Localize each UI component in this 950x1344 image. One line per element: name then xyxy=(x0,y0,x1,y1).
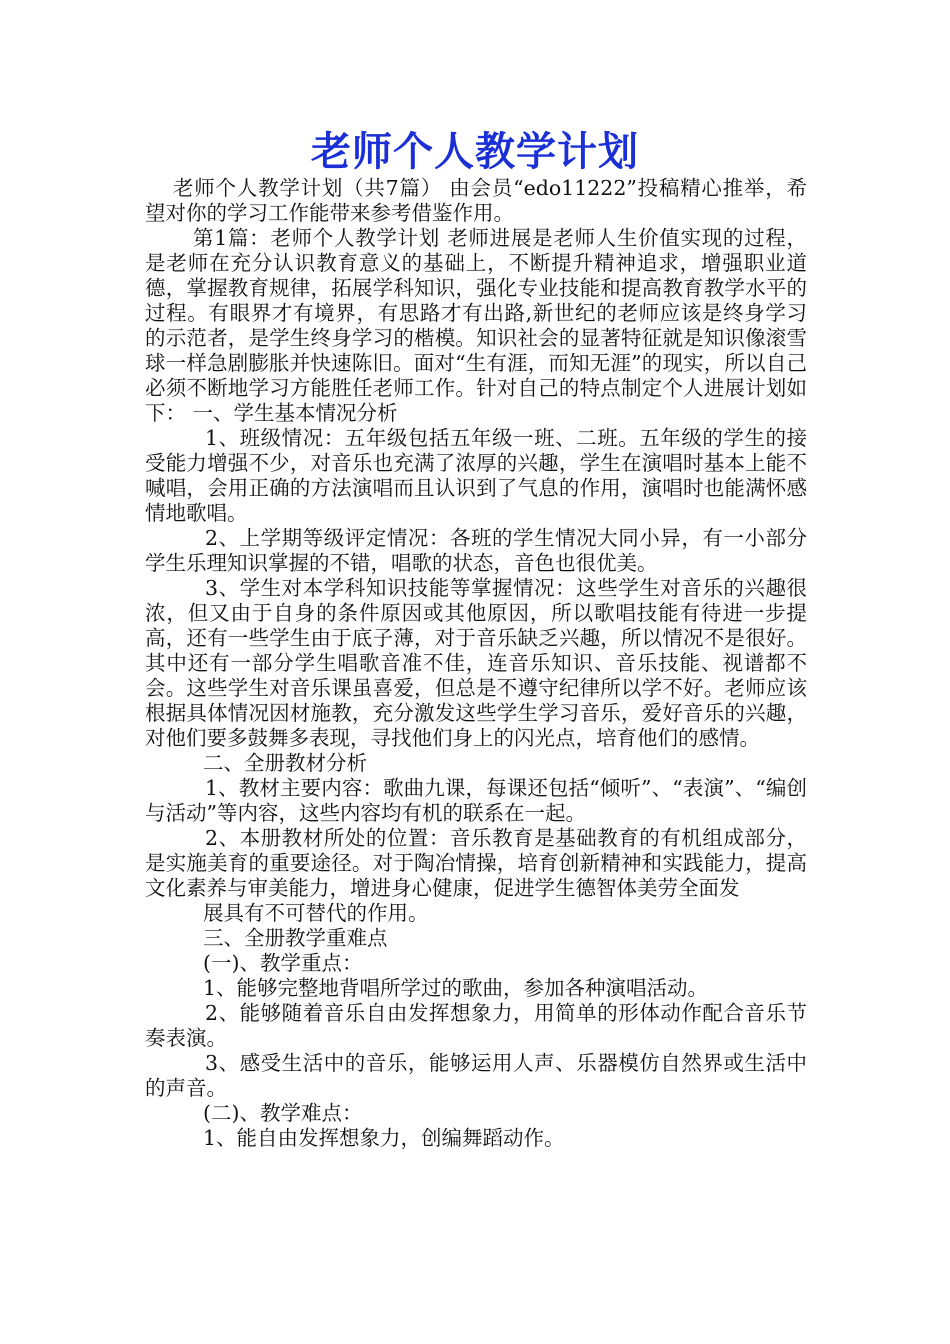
paragraph-11: 1、能自由发挥想象力，创编舞蹈动作。 xyxy=(203,1126,565,1150)
intro-paragraph: 老师个人教学计划（共7篇） 由会员“edo11222”投稿精心推举，希望对你的学习工作能带来参考借鉴作用。 xyxy=(145,176,807,225)
document-title: 老师个人教学计划 xyxy=(311,128,639,175)
paragraph-4: 3、学生对本学科知识技能等掌握情况：这些学生对音乐的兴趣很浓，但又由于自身的条件原因或其他原因，所以歌唱技能有待进一步提高，还有一些学生由于底子薄，对于音乐缺乏兴趣，所以情况不是很好。其中还有一部分学生唱歌音准不佳，连音乐知识、音乐技能、视谱都不会。这些学生对音乐课虽喜爱，但总是不遵守纪律所以学不好。老师应该根据具体情况因材施教，充分激发这些学生学习音乐，爱好音乐的兴趣，对他们要多鼓舞多表现，寻找他们身上的闪光点，培育他们的感情。 xyxy=(145,576,807,750)
paragraph-3: 2、上学期等级评定情况：各班的学生情况大同小异，有一小部分学生乐理知识掌握的不错，唱歌的状态，音色也很优美。 xyxy=(145,526,807,575)
paragraph-10: 3、感受生活中的音乐，能够运用人声、乐器模仿自然界或生活中的声音。 xyxy=(145,1051,807,1100)
document-body xyxy=(145,176,807,1151)
paragraph-8: 1、能够完整地背唱所学过的歌曲，参加各种演唱活动。 xyxy=(203,976,709,1000)
paragraph-9: 2、能够随着音乐自由发挥想象力，用简单的形体动作配合音乐节奏表演。 xyxy=(145,1001,807,1050)
paragraph-6: 2、本册教材所处的位置：音乐教育是基础教育的有机组成部分，是实施美育的重要途径。对于陶冶情操，培育创新精神和实践能力，提高文化素养与审美能力，增进身心健康，促进学生德智体美劳全面发 xyxy=(145,826,807,900)
paragraph-7: 展具有不可替代的作用。 xyxy=(203,901,429,925)
paragraph-5: 1、教材主要内容：歌曲九课，每课还包括“倾听”、“表演”、“编创与活动”等内容，这些内容均有机的联系在一起。 xyxy=(145,776,807,825)
section-heading-2: 二、全册教材分析 xyxy=(203,751,367,775)
subheading-difficulties: (二)、教学难点： xyxy=(203,1101,363,1125)
paragraph-1: 第1篇：老师个人教学计划 老师进展是老师人生价值实现的过程，是老师在充分认识教育意义的基础上，不断提升精神追求，增强职业道德，掌握教育规律，拓展学科知识，强化专业技能和提高教育教学水平的过程。有眼界才有境界，有思路才有出路,新世纪的老师应该是终身学习的示范者，是学生终身学习的楷模。知识社会的显著特征就是知识像滚雪球一样急剧膨胀并快速陈旧。面对“生有涯，而知无涯”的现实，所以自己必须不断地学习方能胜任老师工作。针对自己的特点制定个人进展计划如下： 一、学生基本情况分析 xyxy=(145,226,807,425)
section-heading-3: 三、全册教学重难点 xyxy=(203,926,388,950)
paragraph-2: 1、班级情况：五年级包括五年级一班、二班。五年级的学生的接受能力增强不少，对音乐也充满了浓厚的兴趣，学生在演唱时基本上能不喊唱，会用正确的方法演唱而且认识到了气息的作用，演唱时也能满怀感情地歌唱。 xyxy=(145,426,807,525)
subheading-key-points: (一)、教学重点： xyxy=(203,951,363,975)
